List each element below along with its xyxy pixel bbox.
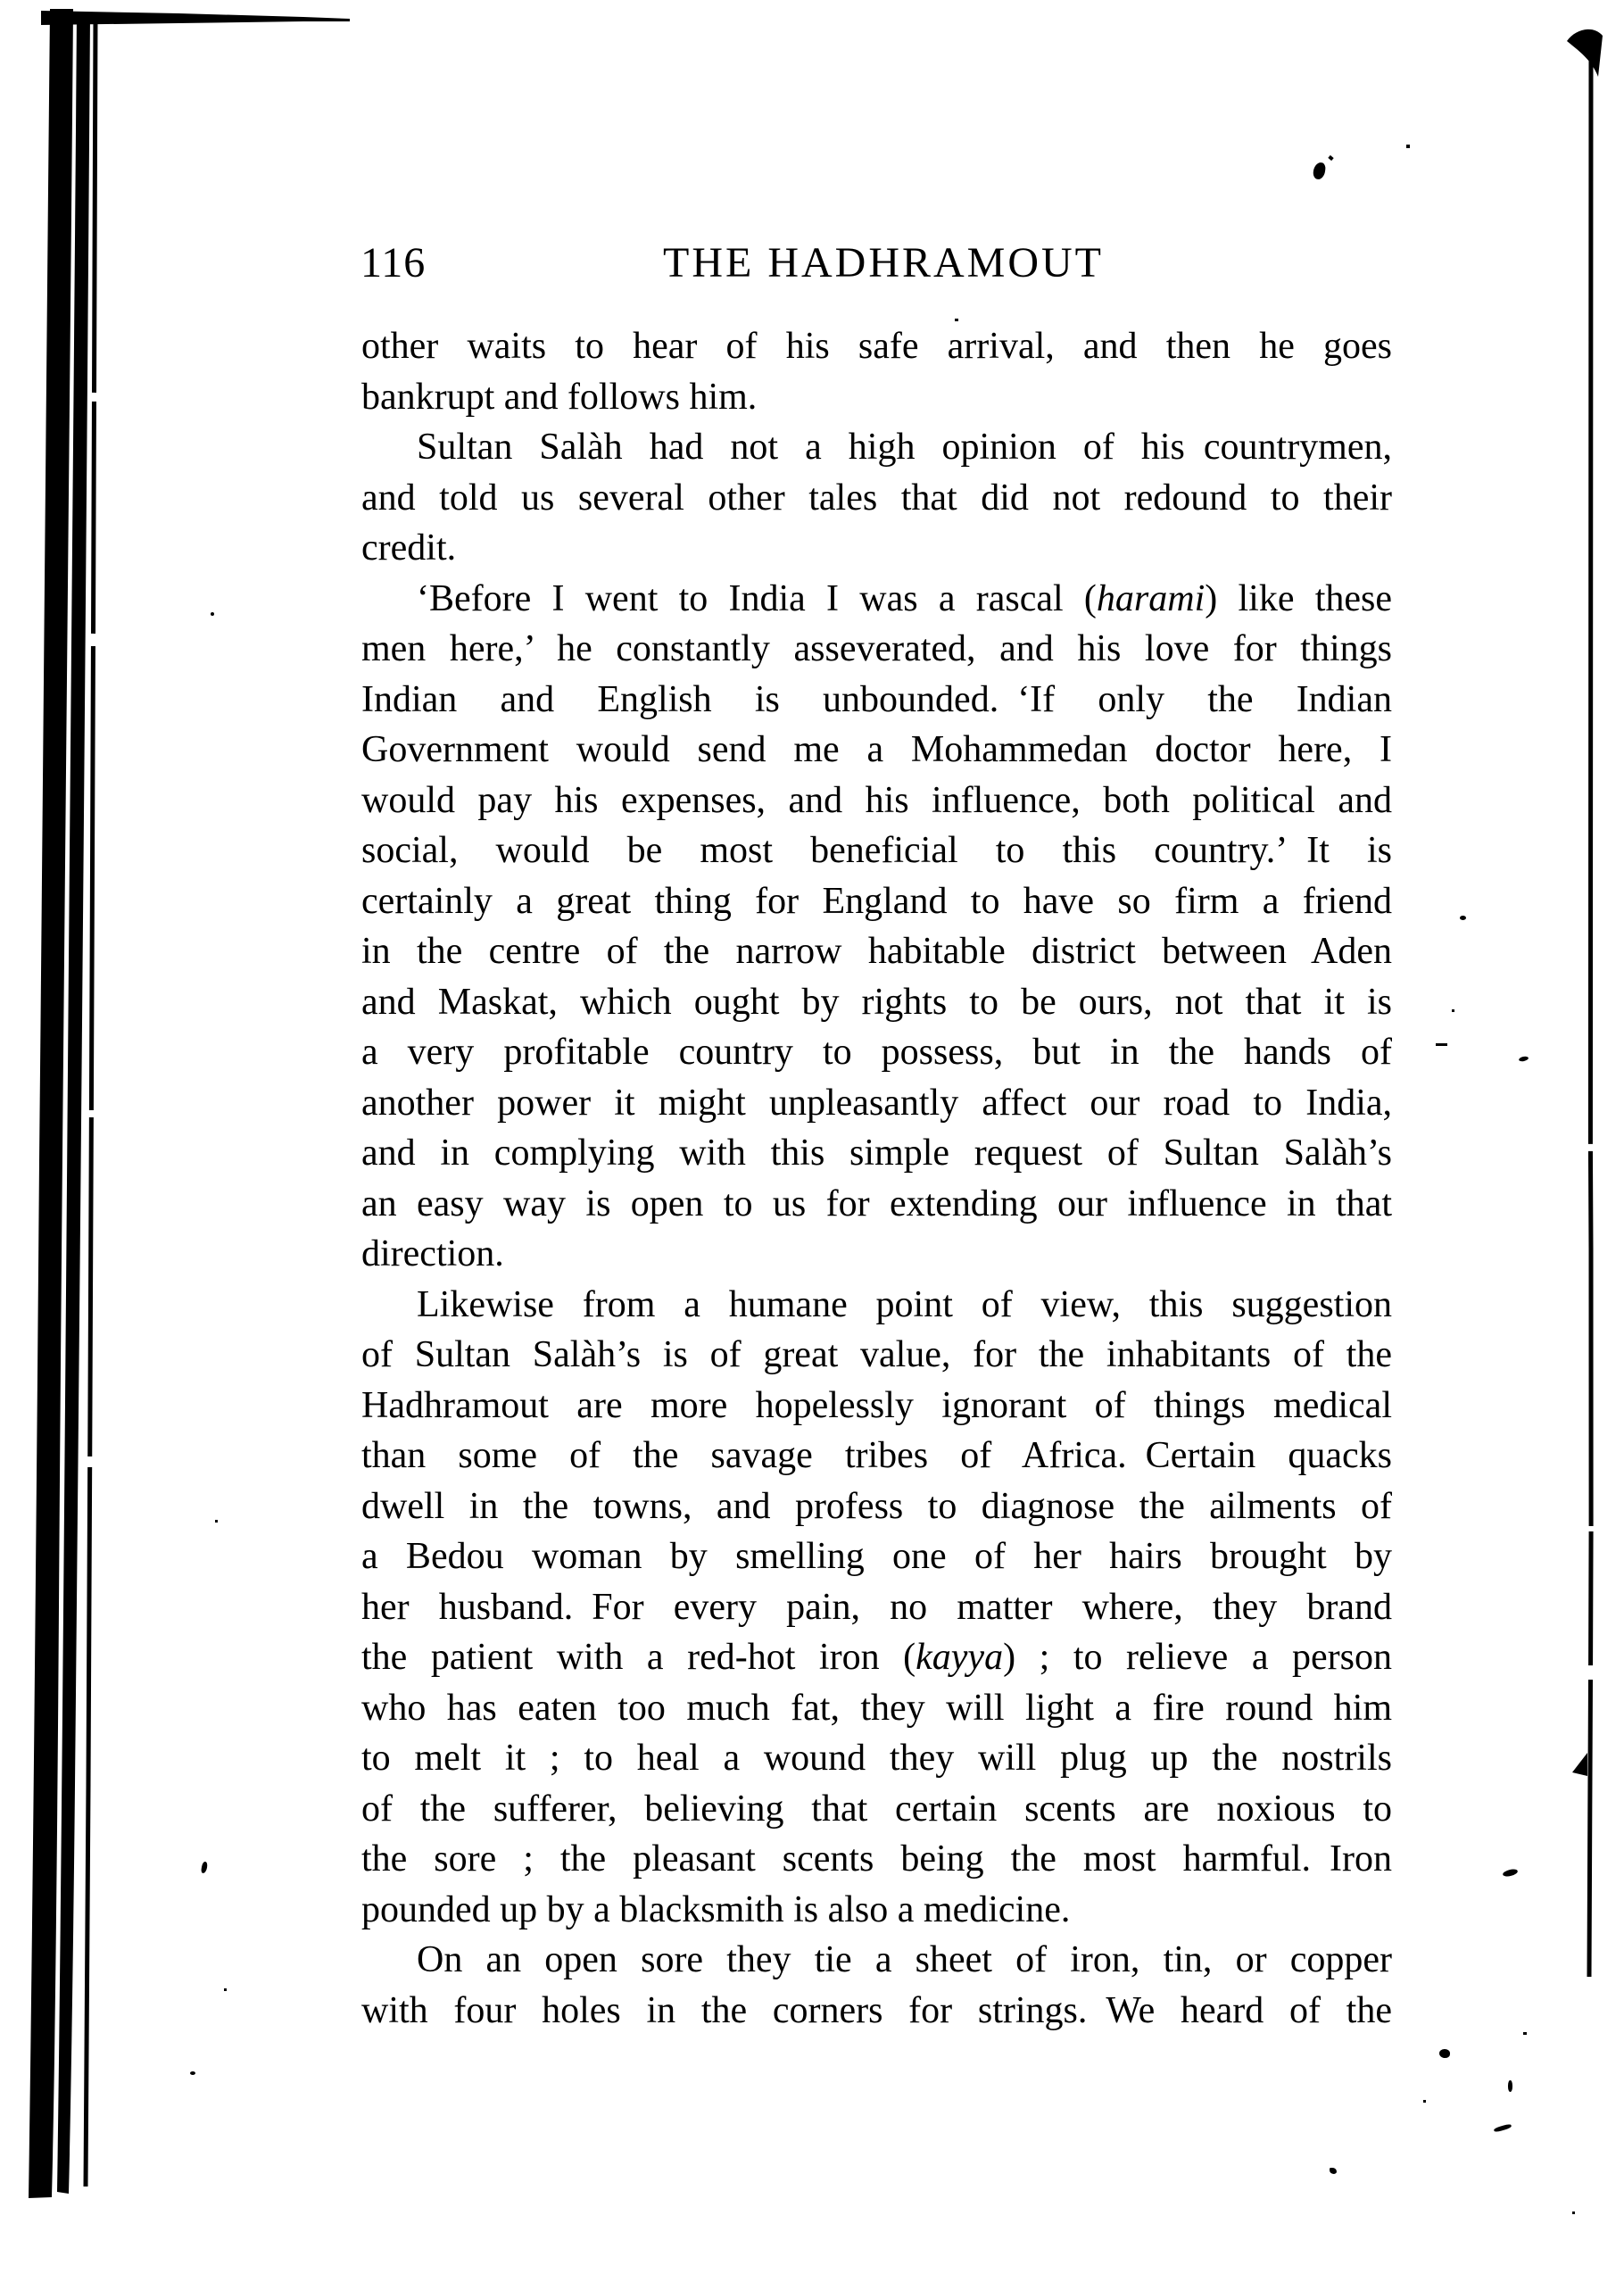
text-line: other waits to hear of his safe arrival, and then he goes — [361, 326, 1392, 367]
scan-speck — [1406, 145, 1410, 148]
scan-speck — [1508, 2080, 1512, 2092]
right-edge-line — [1589, 37, 1591, 1977]
text-line: social, would be most beneficial to this country.’ It is — [361, 830, 1392, 871]
scan-speck — [201, 1862, 208, 1874]
scan-speck — [1423, 2100, 1426, 2103]
ink-fleck — [1328, 155, 1333, 161]
scan-speck — [1572, 2211, 1575, 2214]
text-line: and in complying with this simple request of Sultan Salàh’s — [361, 1133, 1392, 1174]
text-line: would pay his expenses, and his influence, both political and — [361, 779, 1392, 821]
scan-speck — [215, 1520, 218, 1523]
text-line: a very profitable country to possess, but in the hands of — [361, 1032, 1392, 1073]
text-line: of Sultan Salàh’s is of great value, for the inhabitants of the — [361, 1334, 1392, 1375]
scan-speck — [1523, 2032, 1527, 2035]
right-edge-fold — [1567, 29, 1603, 77]
text-line: with four holes in the corners for strings. We heard of the — [361, 1989, 1392, 2031]
text-line: in the centre of the narrow habitable district between Aden — [361, 931, 1392, 972]
binding-bar-outer — [29, 9, 73, 2198]
text-line: Hadhramout are more hopelessly ignorant of things medical — [361, 1384, 1392, 1426]
text-line: pounded up by a blacksmith is also a medicine. — [361, 1888, 1071, 1930]
text-line: and told us several other tales that did not redound to their — [361, 477, 1392, 519]
scan-speck — [211, 612, 214, 616]
ink-blot — [1313, 162, 1327, 180]
top-edge-line — [41, 11, 350, 25]
text-line: Likewise from a humane point of view, this suggestion — [417, 1283, 1392, 1325]
scan-speck — [1452, 1009, 1454, 1012]
text-line: bankrupt and follows him. — [361, 376, 758, 418]
text-line: of the sufferer, believing that certain scents are noxious to — [361, 1788, 1392, 1830]
text-line: On an open sore they tie a sheet of iron, tin, or copper — [417, 1939, 1392, 1980]
text-line: ‘Before I went to India I was a rascal (harami) like these — [417, 577, 1392, 619]
text-line: another power it might unpleasantly affect our road to India, — [361, 1082, 1392, 1124]
page-text — [361, 321, 1392, 2036]
text-line: Government would send me a Mohammedan doctor here, I — [361, 729, 1392, 770]
text-line: to melt it ; to heal a wound they will plug up the nostrils — [361, 1738, 1392, 1779]
text-line: than some of the savage tribes of Africa. Certain quacks — [361, 1435, 1392, 1476]
text-line: Indian and English is unbounded. ‘If only the Indian — [361, 678, 1392, 720]
text-line: who has eaten too much fat, they will light a fire round him — [361, 1687, 1392, 1729]
text-line: Sultan Salàh had not a high opinion of his countrymen, — [417, 427, 1392, 468]
text-line: men here,’ he constantly asseverated, and his love for things — [361, 628, 1392, 669]
text-line: dwell in the towns, and profess to diagnose the ailments of — [361, 1485, 1392, 1527]
scan-speck — [190, 2071, 195, 2075]
running-title: THE HADHRAMOUT — [663, 239, 1104, 286]
scan-speck — [1460, 916, 1466, 920]
page-number: 116 — [360, 239, 427, 286]
binding-bar-inner — [57, 12, 90, 2194]
scan-speck — [1502, 1868, 1518, 1878]
scan-speck — [1330, 2168, 1337, 2174]
text-line: the patient with a red-hot iron (kayya) ; to relieve a person — [361, 1637, 1392, 1678]
scan-speck — [1519, 1056, 1529, 1062]
right-edge-flag — [1572, 1753, 1587, 1776]
scan-speck — [224, 1988, 227, 1991]
binding-crease-line — [86, 18, 95, 2187]
text-line: an easy way is open to us for extending our influence in that — [361, 1182, 1392, 1224]
scan-speck — [1436, 1043, 1447, 1046]
text-line: certainly a great thing for England to have so firm a friend — [361, 880, 1392, 922]
text-line: and Maskat, which ought by rights to be ours, not that it is — [361, 981, 1392, 1023]
text-line: her husband. For every pain, no matter where, they brand — [361, 1586, 1392, 1628]
scan-slash — [1494, 2123, 1512, 2132]
text-line: credit. — [361, 527, 457, 568]
ink-dot — [1439, 2049, 1450, 2058]
text-line: a Bedou woman by smelling one of her hairs brought by — [361, 1536, 1392, 1577]
text-line: direction. — [361, 1233, 504, 1274]
text-line: the sore ; the pleasant scents being the most harmful. Iron — [361, 1838, 1392, 1880]
